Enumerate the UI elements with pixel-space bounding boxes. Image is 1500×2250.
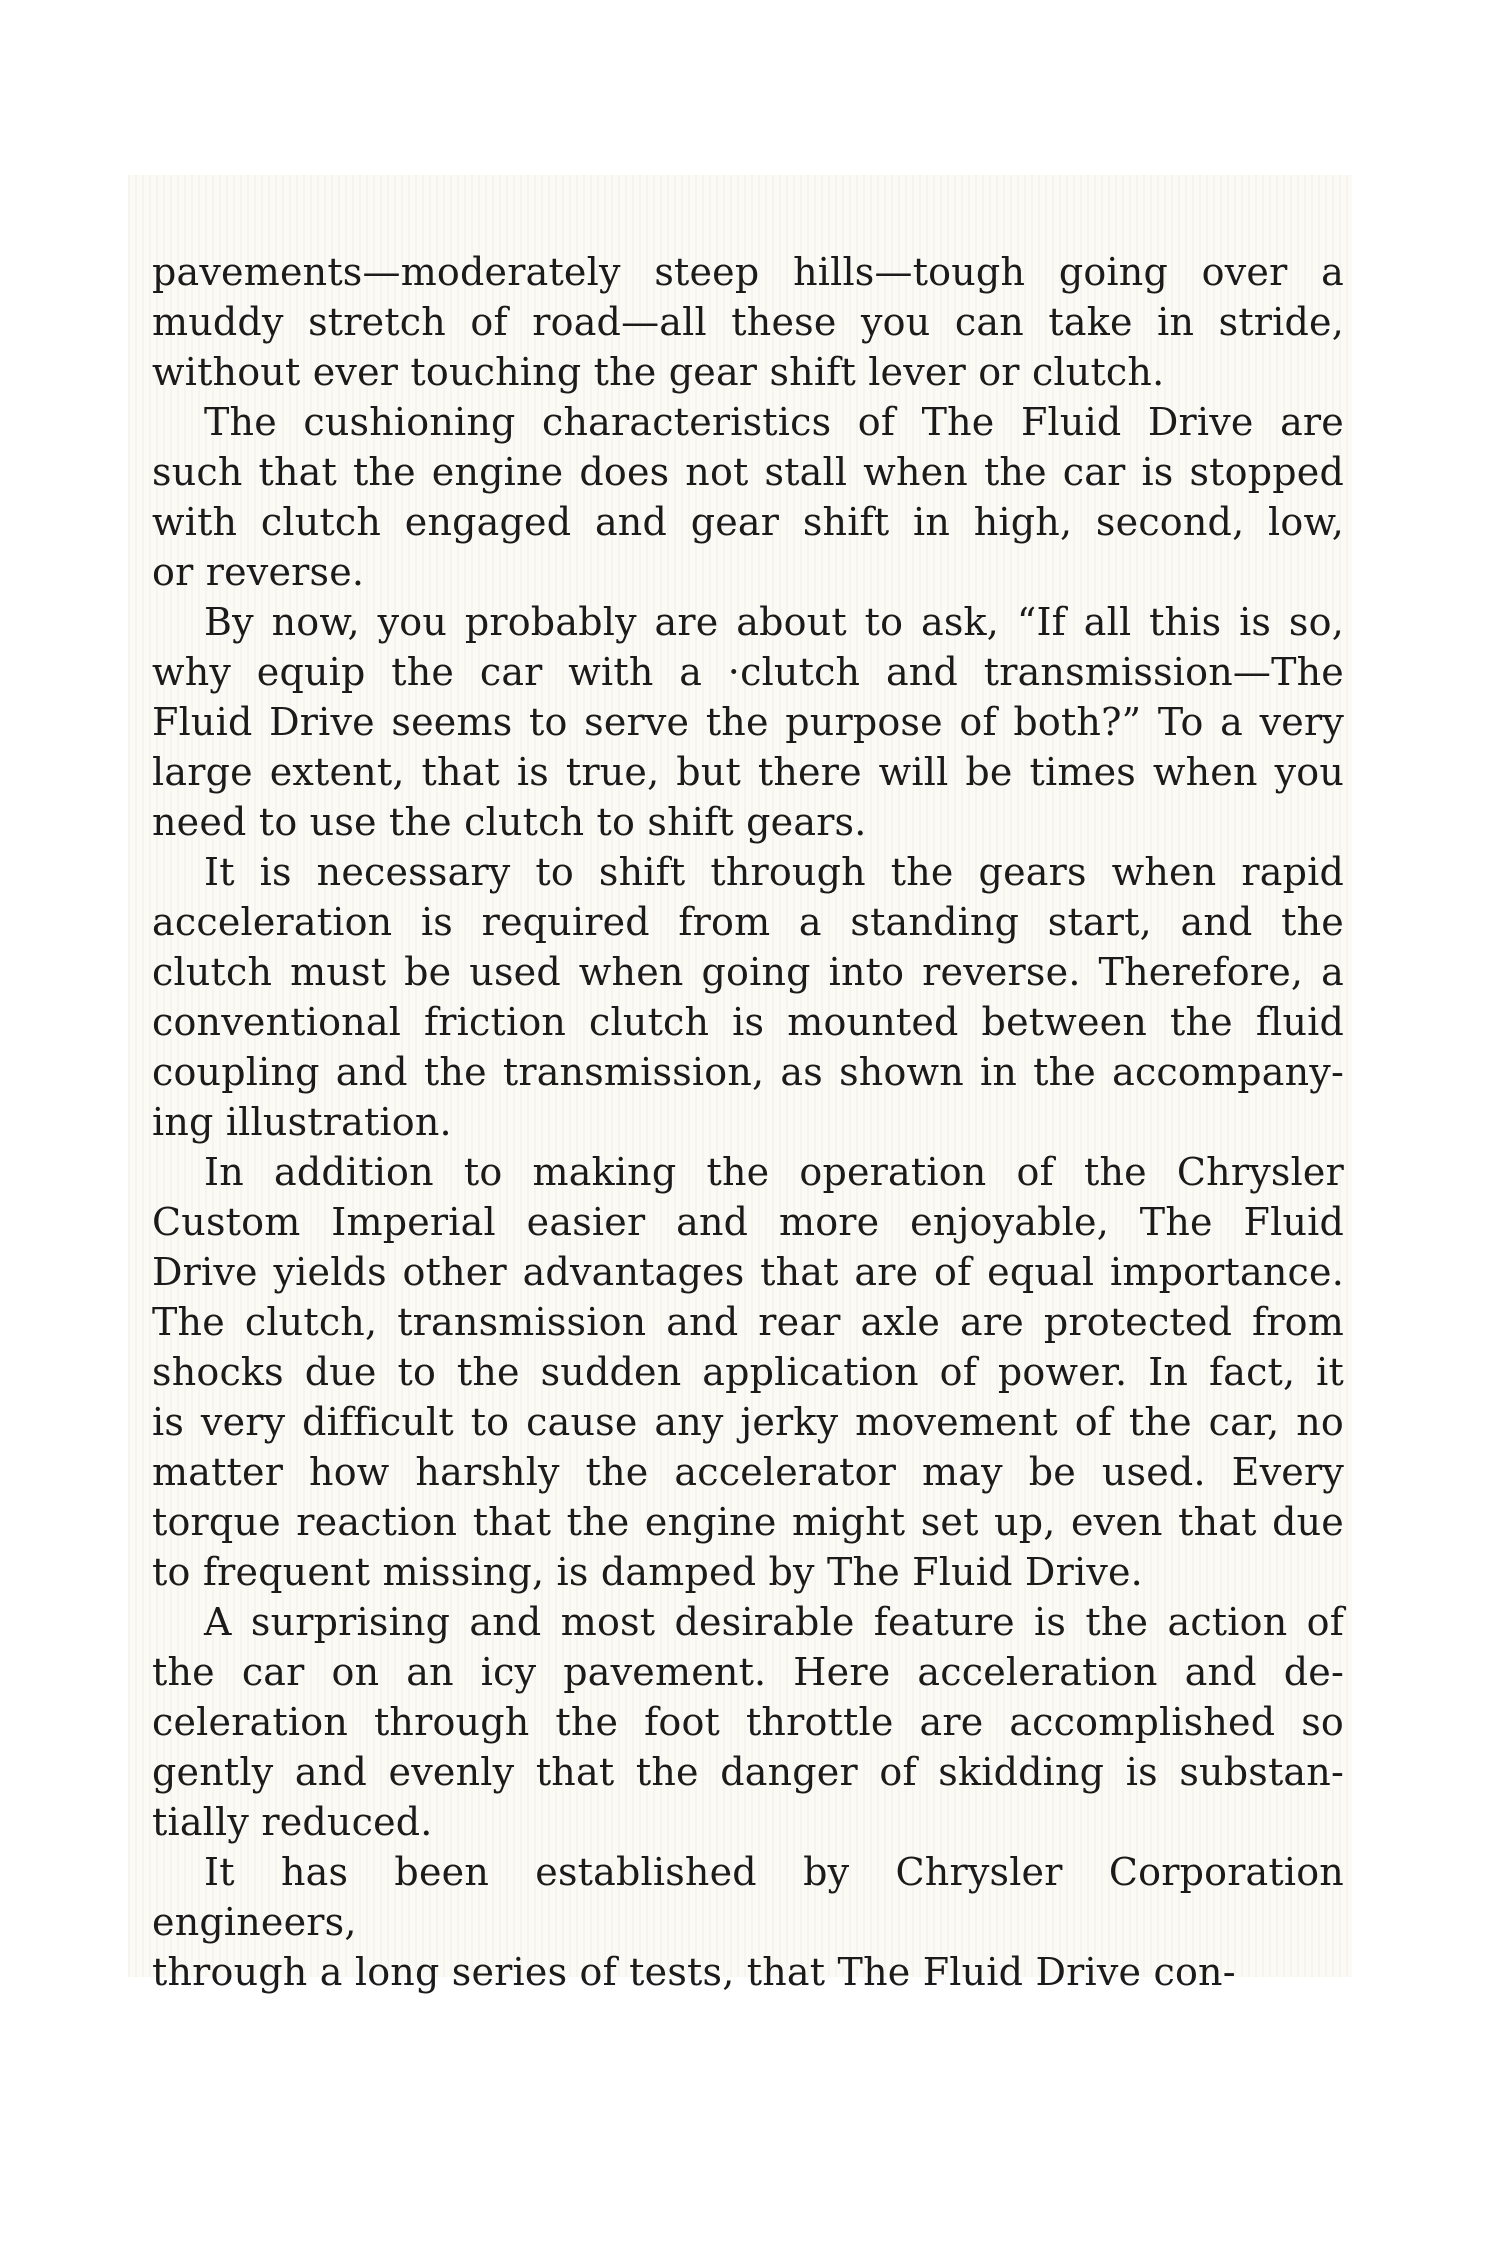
text-line: Custom Imperial easier and more enjoyable, The Fluid [152,1200,1344,1244]
text-line: It has been established by Chrysler Corporation engineers, [152,1850,1344,1944]
text-line: to frequent missing, is damped by The Fluid Drive. [152,1550,1143,1594]
paragraph-2 [152,397,1344,597]
text-line: torque reaction that the engine might set up, even that due [152,1500,1344,1544]
text-line: Fluid Drive seems to serve the purpose of both?” To a very [152,700,1344,744]
text-line: with clutch engaged and gear shift in high, second, low, [152,500,1344,544]
text-block [152,247,1344,1997]
text-line: The clutch, transmission and rear axle are protected from [152,1300,1344,1344]
text-line: celeration through the foot throttle are accomplished so [152,1700,1344,1744]
paragraph-3 [152,597,1344,847]
page [128,175,1352,1994]
paragraph-5 [152,1147,1344,1597]
text-line: shocks due to the sudden application of power. In fact, it [152,1350,1344,1394]
text-line: acceleration is required from a standing start, and the [152,900,1344,944]
text-line: conventional friction clutch is mounted between the fluid [152,1000,1344,1044]
text-line: such that the engine does not stall when the car is stopped [152,450,1344,494]
text-line: It is necessary to shift through the gears when rapid [204,850,1344,894]
text-line: The cushioning characteristics of The Fluid Drive are [204,400,1344,444]
text-line: clutch must be used when going into reverse. Therefore, a [152,950,1344,994]
text-line: ing illustration. [152,1100,452,1144]
text-line: coupling and the transmission, as shown in the accompany- [152,1050,1344,1094]
paragraph-6 [152,1597,1344,1847]
text-line: the car on an icy pavement. Here acceleration and de- [152,1650,1344,1694]
text-line: muddy stretch of road—all these you can take in stride, [152,300,1344,344]
text-line: Drive yields other advantages that are of equal importance. [152,1250,1344,1294]
text-line: large extent, that is true, but there will be times when you [152,750,1344,794]
text-line: gently and evenly that the danger of skidding is substan- [152,1750,1344,1794]
paragraph-1 [152,247,1344,397]
text-line: By now, you probably are about to ask, “If all this is so, [204,600,1344,644]
text-line: is very difficult to cause any jerky movement of the car, no [152,1400,1344,1444]
paragraph-7 [152,1847,1344,1997]
text-line: matter how harshly the accelerator may be used. Every [152,1450,1344,1494]
text-line: A surprising and most desirable feature is the action of [204,1600,1344,1644]
text-line: In addition to making the operation of the Chrysler [204,1150,1344,1194]
paragraph-4 [152,847,1344,1147]
text-line: why equip the car with a ·clutch and transmission—The [152,650,1344,694]
text-line: through a long series of tests, that The Fluid Drive con- [152,1950,1236,1994]
text-line: pavements—moderately steep hills—tough going over a [152,250,1344,294]
text-line: need to use the clutch to shift gears. [152,800,867,844]
text-line: or reverse. [152,550,365,594]
text-line: tially reduced. [152,1800,433,1844]
text-line: without ever touching the gear shift lever or clutch. [152,350,1165,394]
